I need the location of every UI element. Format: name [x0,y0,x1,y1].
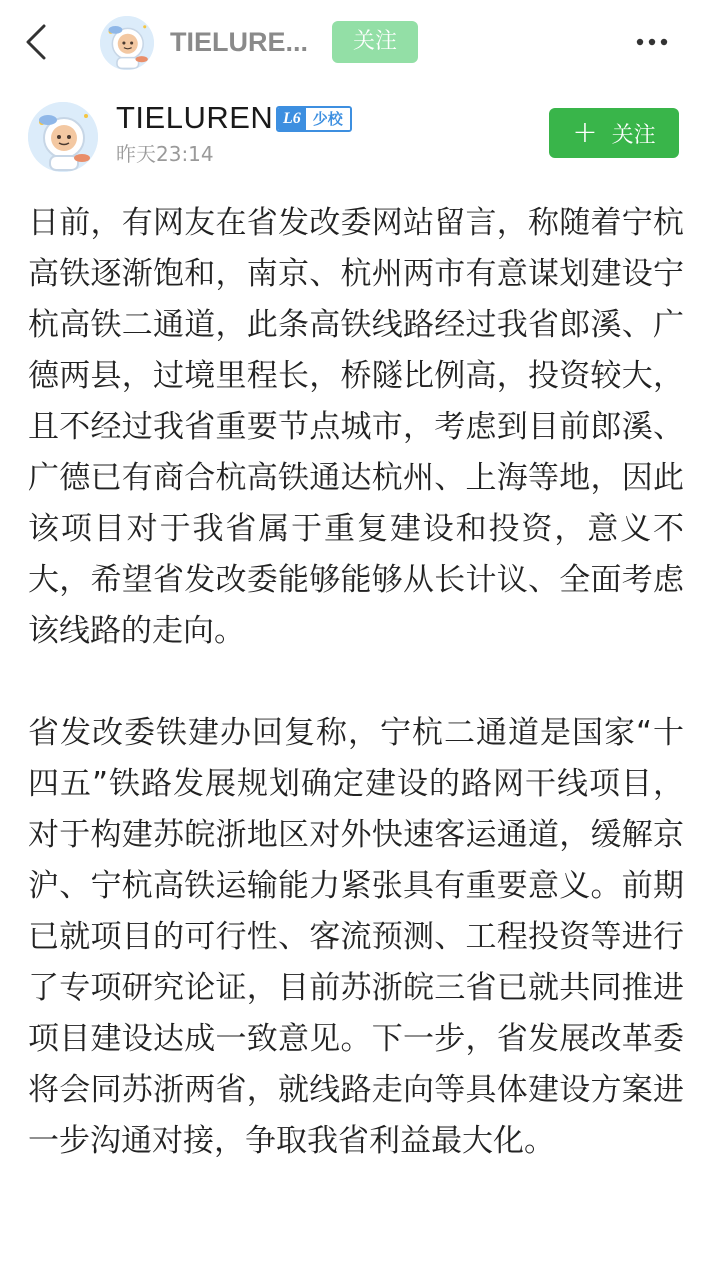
level-rank-label: 少校 [306,108,350,130]
post-paragraph: 日前，有网友在省发改委网站留言，称随着宁杭高铁逐渐饱和，南京、杭州两市有意谋划建设宁杭高铁二通道，此条高铁线路经过我省郎溪、广德两县，过境里程长，桥隧比例高，投资较大，且不经过我省重要节点城市，考虑到目前郎溪、广德已有商合杭高铁通达杭州、上海等地，因此该项目对于我省属于重复建设和投资，意义不大，希望省发改委能够能够从长计议、全面考虑该线路的走向。 [28,205,684,649]
follow-label: 关注 [611,122,656,148]
top-navigation-bar [0,0,708,84]
level-badge [276,106,352,132]
nav-follow-button[interactable]: 关注 [332,21,418,63]
post-timestamp: 昨天23:14 [116,142,214,166]
more-button[interactable] [630,30,674,54]
nav-title: TIELURE... [170,27,309,57]
author-name[interactable]: TIELUREN [116,100,274,135]
back-chevron-icon [25,24,47,60]
post-content [28,198,684,1167]
back-button[interactable] [18,22,54,62]
follow-button[interactable] [549,108,679,158]
more-dots-icon [636,38,668,46]
plus-icon: + [572,115,598,150]
nav-avatar[interactable] [100,16,154,70]
astronaut-avatar-icon [100,16,154,70]
author-avatar[interactable] [28,102,98,172]
post-paragraph: 省发改委铁建办回复称，宁杭二通道是国家“十四五”铁路发展规划确定建设的路网干线项目，对于构建苏皖浙地区对外快速客运通道，缓解京沪、宁杭高铁运输能力紧张具有重要意义。前期已就项目的可行性、客流预测、工程投资等进行了专项研究论证，目前苏浙皖三省已就共同推进项目建设达成一致意见。下一步，省发展改革委将会同苏浙两省，就线路走向等具体建设方案进一步沟通对接，争取我省利益最大化。 [28,715,684,1159]
astronaut-avatar-icon [28,102,98,172]
level-number: L6 [278,108,306,130]
author-header [0,90,708,180]
